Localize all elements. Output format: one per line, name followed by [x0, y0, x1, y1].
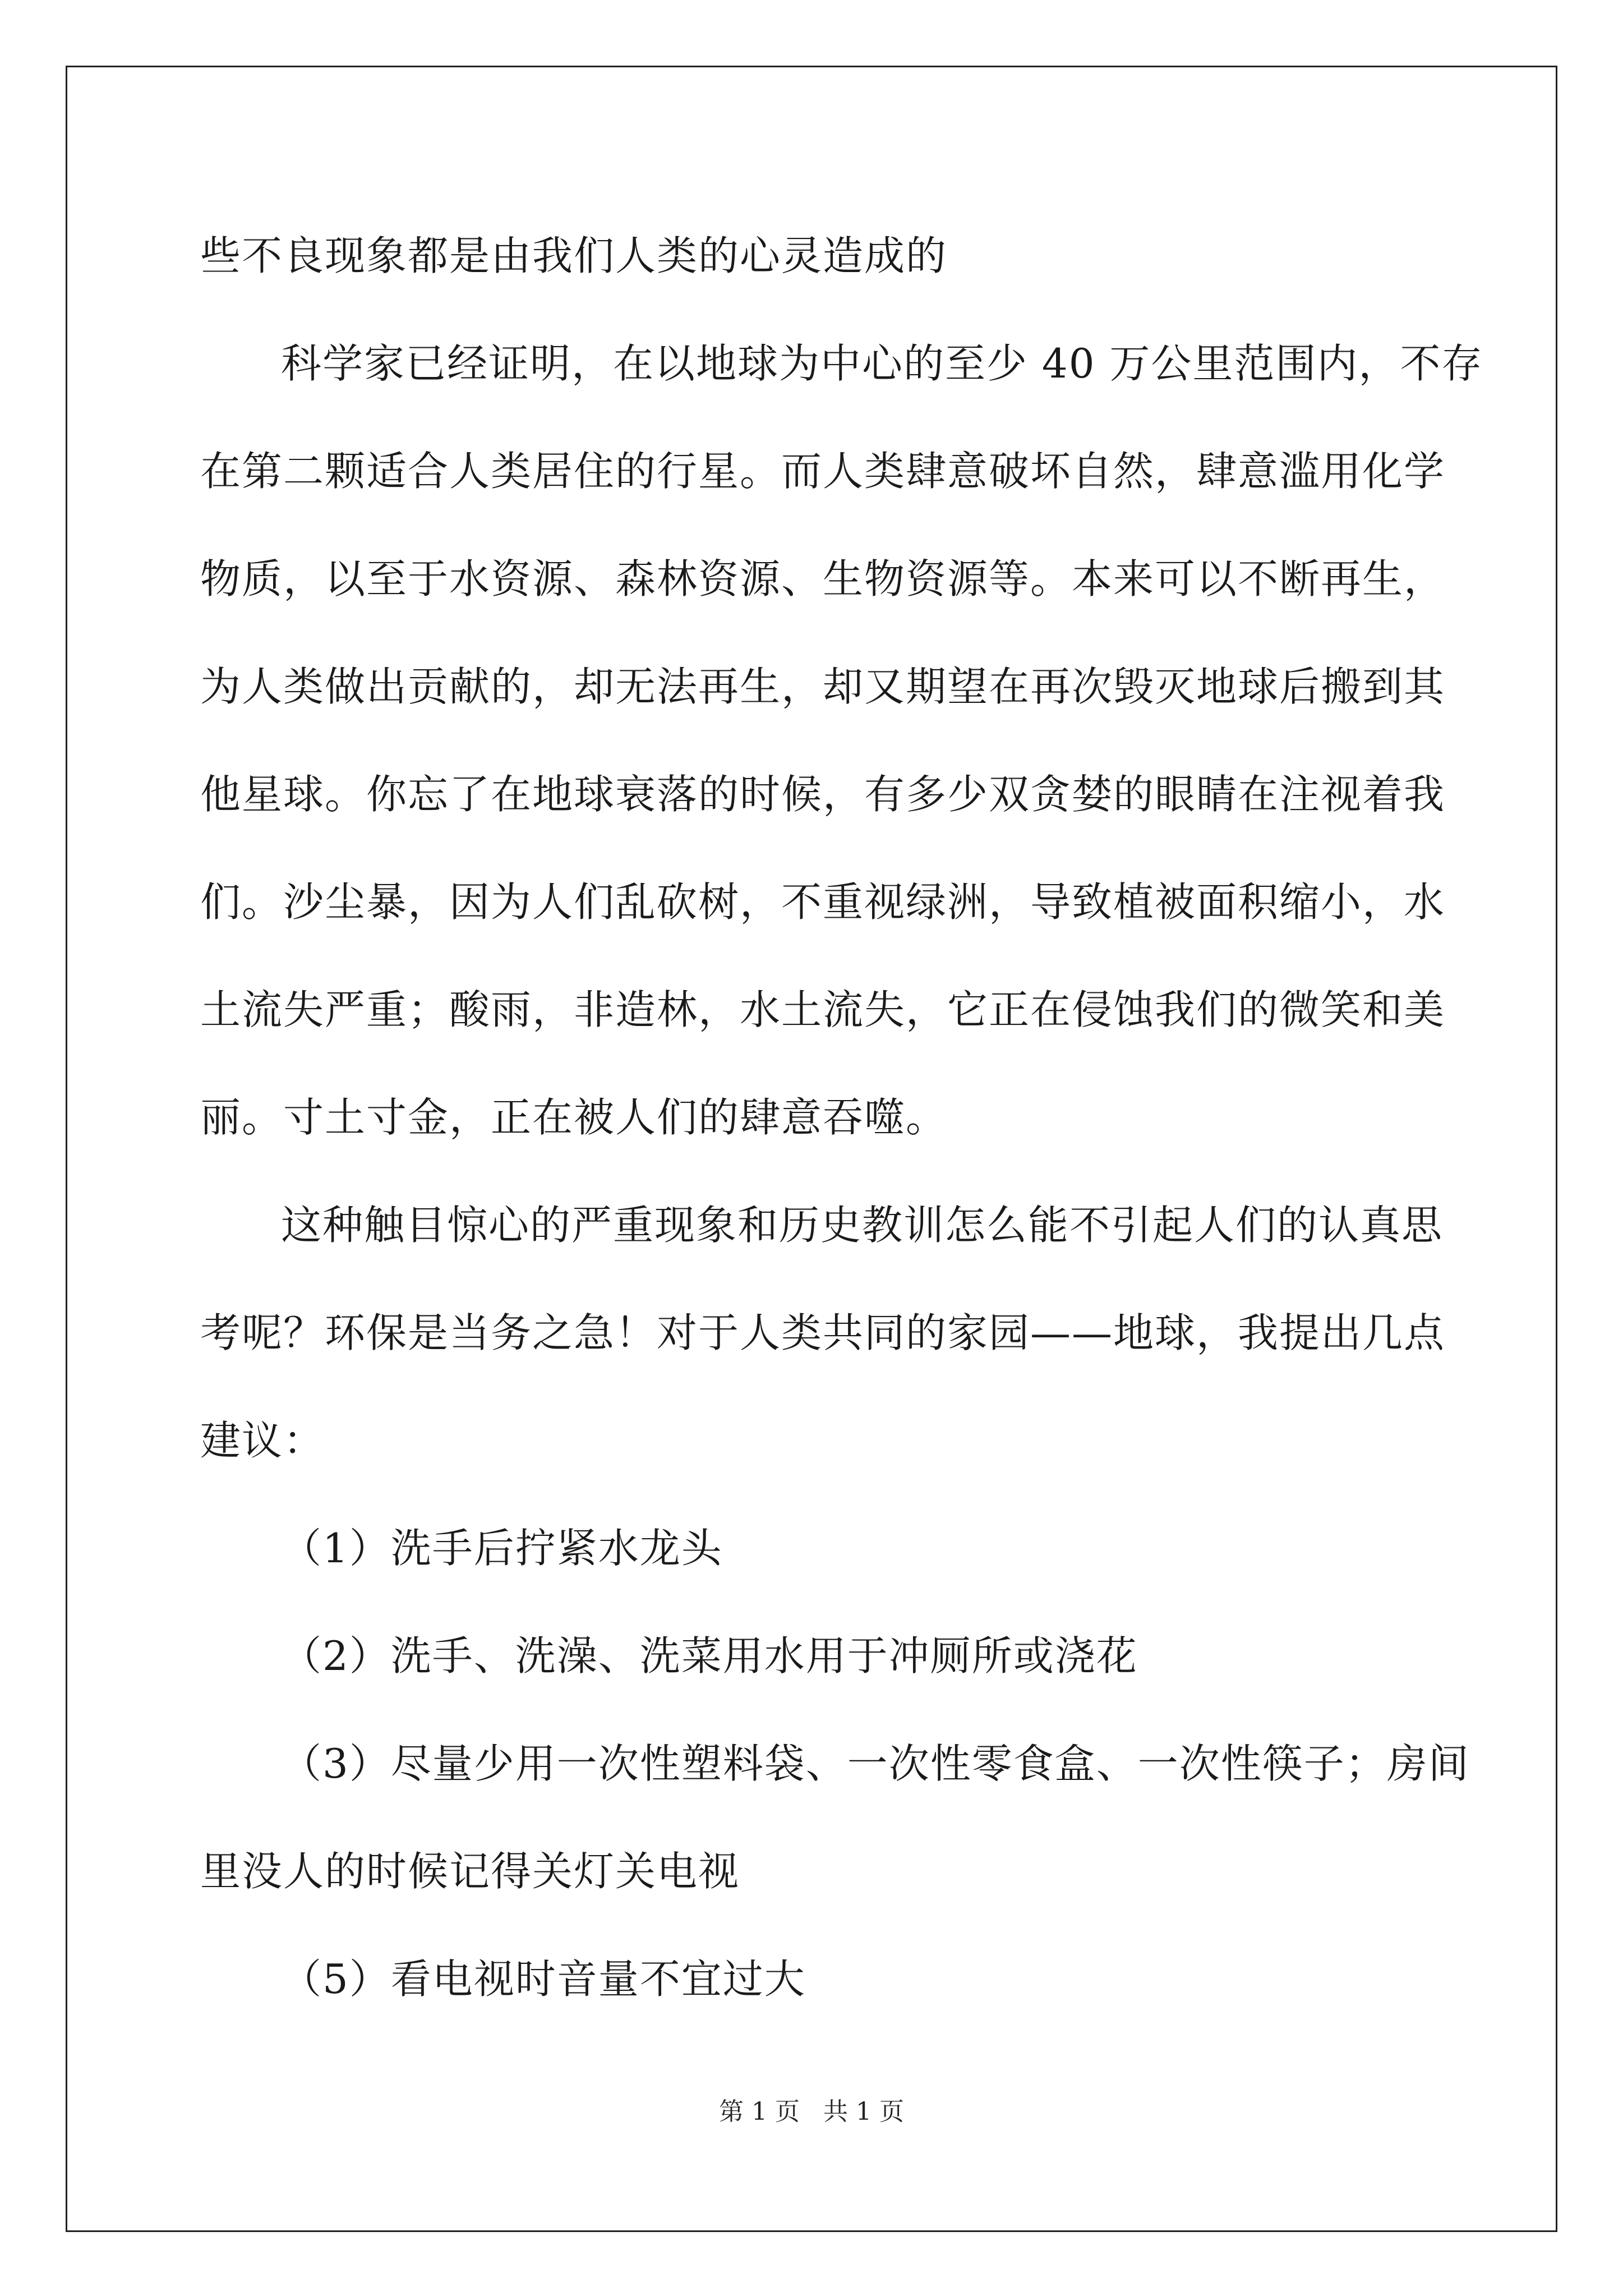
text-line: 建议：	[200, 1417, 325, 1464]
text-line: 土流失严重；酸雨，非造林，水土流失，它正在侵蚀我们的微笑和美	[200, 986, 1446, 1033]
text-line: 考呢？环保是当务之急！对于人类共同的家园——地球，我提出几点	[200, 1309, 1446, 1356]
text-line: 在第二颗适合人类居住的行星。而人类肆意破坏自然，肆意滥用化学	[200, 448, 1446, 495]
text-line: 些不良现象都是由我们人类的心灵造成的	[200, 232, 948, 279]
list-item: （3）尽量少用一次性塑料袋、一次性零食盒、一次性筷子；房间	[281, 1740, 1470, 1787]
list-item: （2）洗手、洗澡、洗菜用水用于冲厕所或浇花	[281, 1632, 1138, 1680]
document-body	[200, 202, 1483, 2033]
text-line: 这种触目惊心的严重现象和历史教训怎么能不引起人们的认真思	[281, 1202, 1444, 1249]
text-line: 物质，以至于水资源、森林资源、生物资源等。本来可以不断再生，	[200, 555, 1446, 602]
list-item: （1）洗手后拧紧水龙头	[281, 1525, 723, 1572]
text-line: 里没人的时候记得关灯关电视	[200, 1848, 740, 1895]
text-line: 科学家已经证明，在以地球为中心的至少 40 万公里范围内，不存	[281, 340, 1483, 387]
text-line: 他星球。你忘了在地球衰落的时候，有多少双贪婪的眼睛在注视着我	[200, 771, 1446, 818]
page-number-footer: 第 1 页 共 1 页	[719, 2097, 904, 2126]
text-line: 们。沙尘暴，因为人们乱砍树，不重视绿洲，导致植被面积缩小，水	[200, 878, 1446, 926]
text-line: 为人类做出贡献的，却无法再生，却又期望在再次毁灭地球后搬到其	[200, 663, 1446, 710]
text-line: 丽。寸土寸金，正在被人们的肆意吞噬。	[200, 1094, 948, 1141]
list-item: （5）看电视时音量不宜过大	[281, 1955, 806, 2003]
